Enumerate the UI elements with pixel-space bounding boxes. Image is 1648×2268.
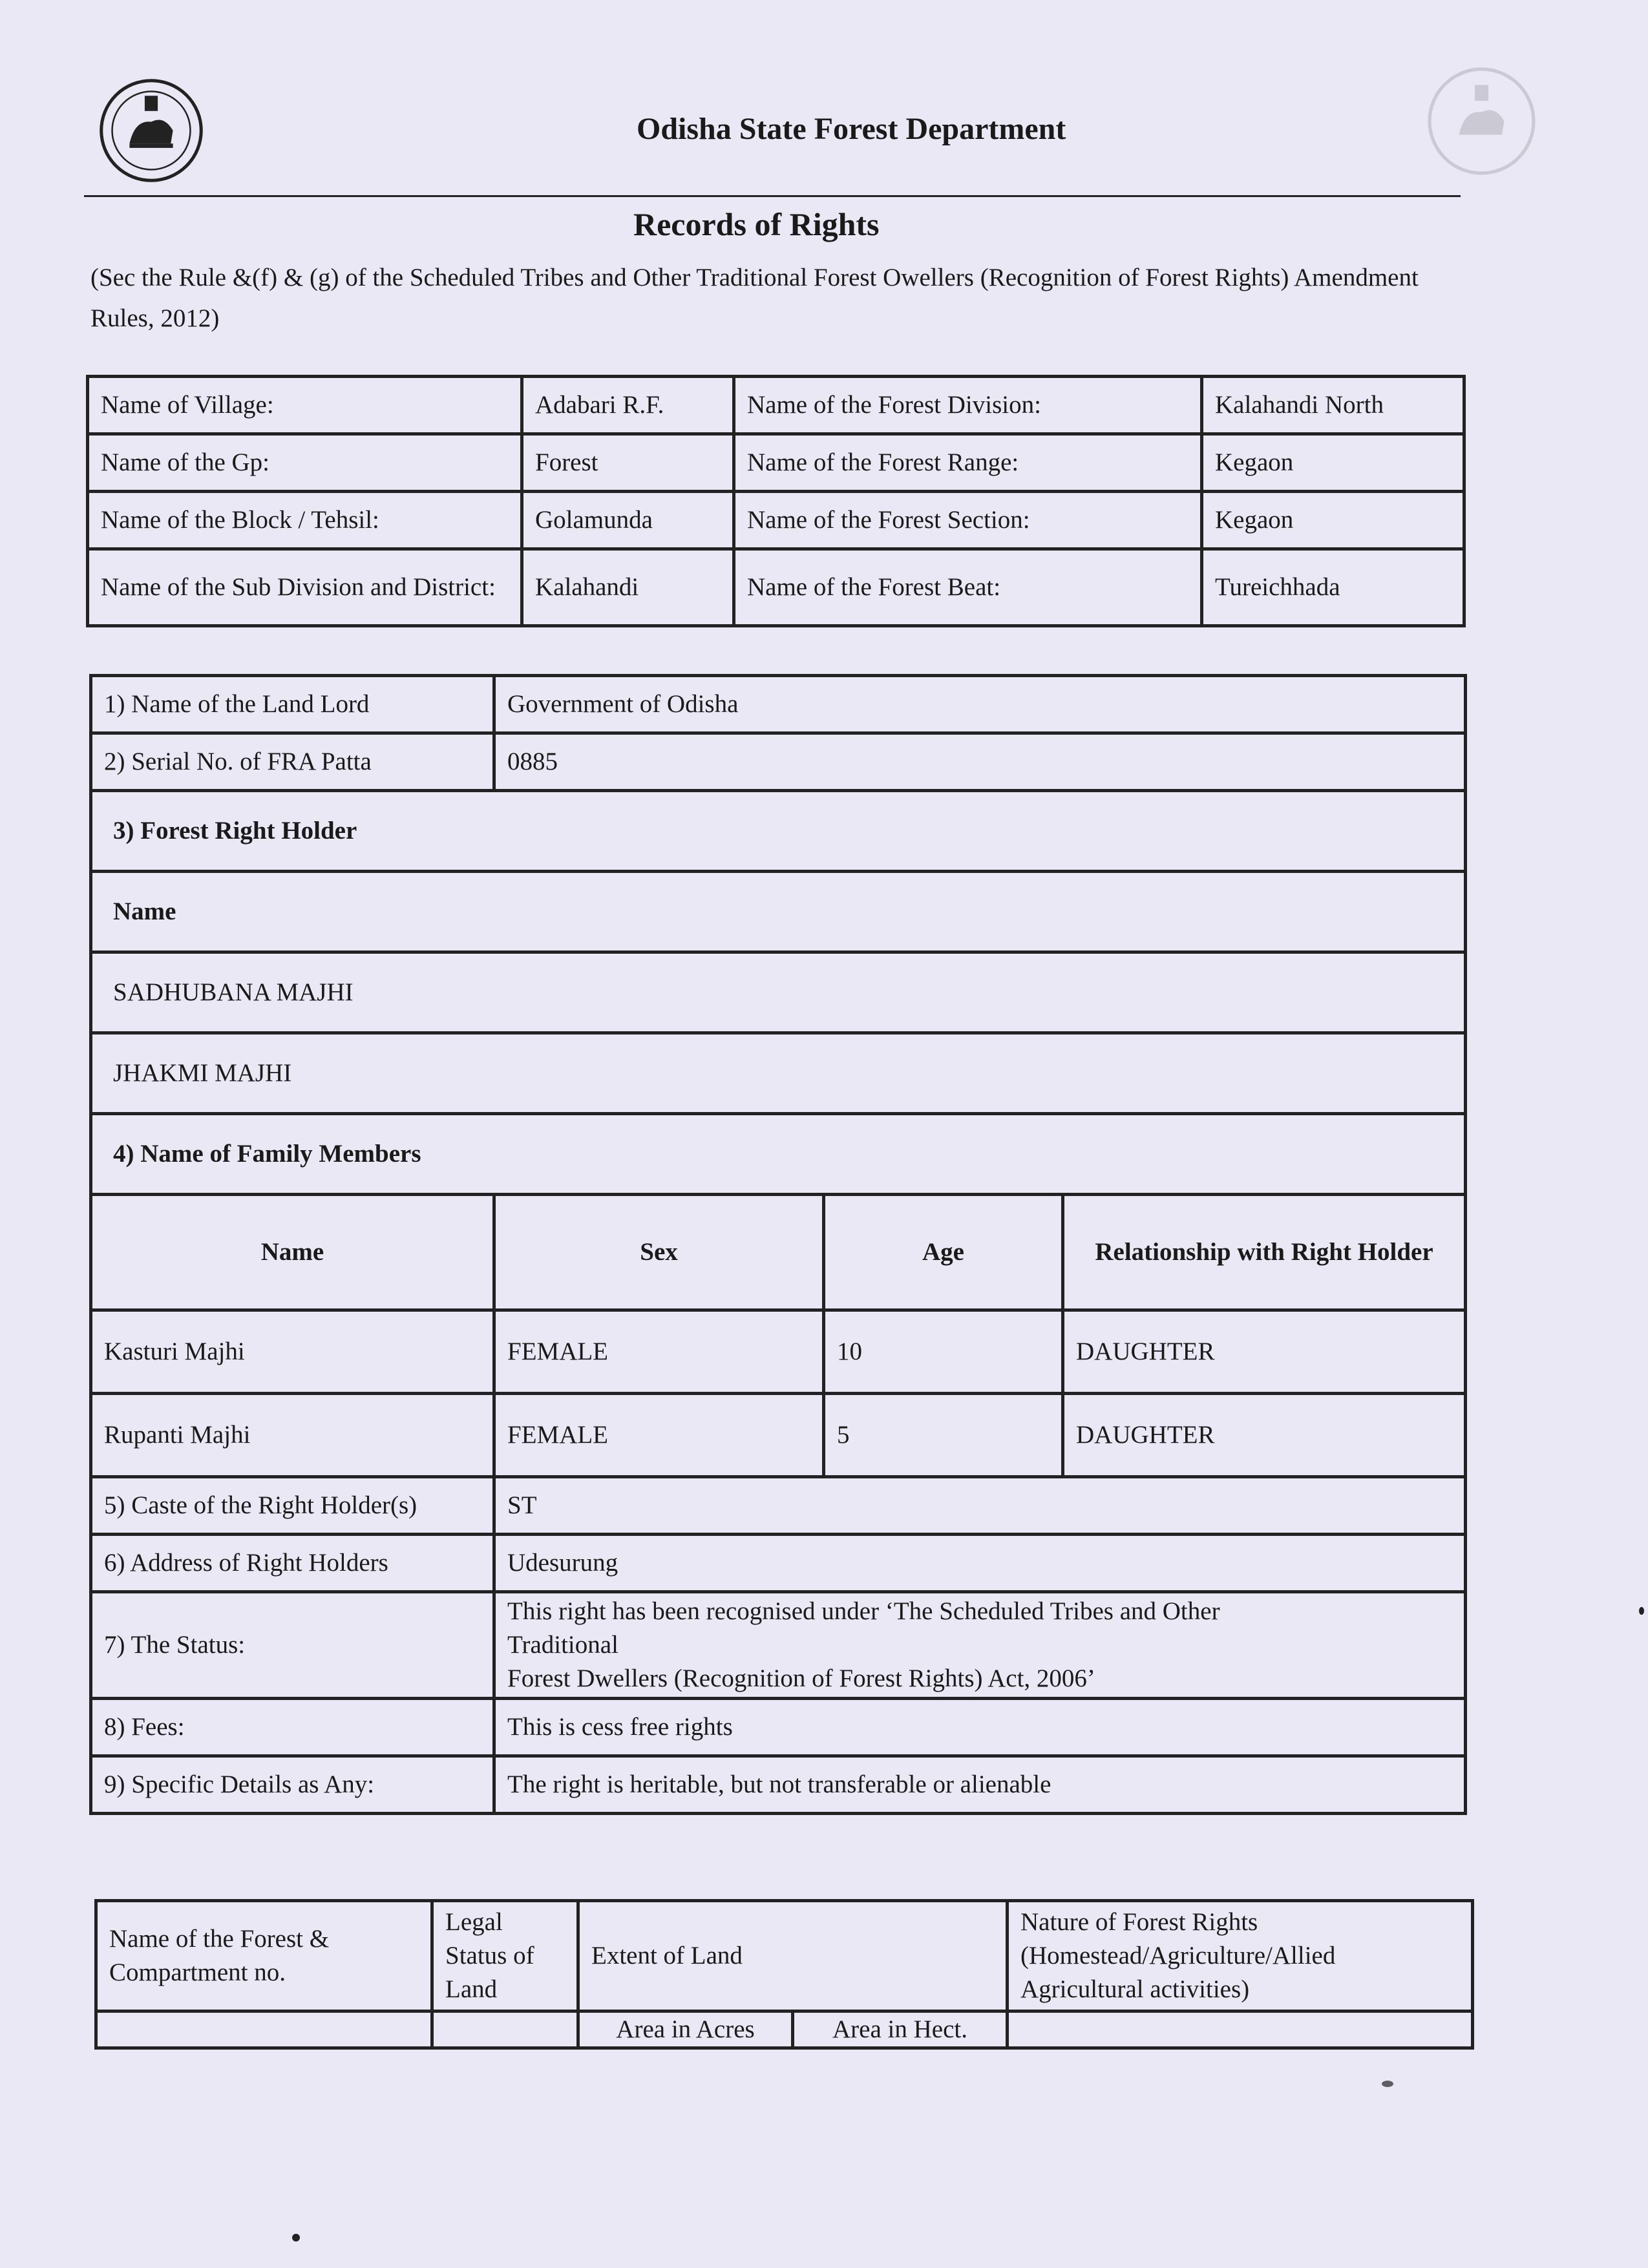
rule-reference: (Sec the Rule &(f) & (g) of the Scheduled Tribes and Other Traditional Forest Owellers (Recognition of Forest Rights) Amendment Rules, 2012)	[90, 264, 1419, 332]
village-label: Name of Village:	[88, 377, 522, 434]
member-sex: FEMALE	[494, 1394, 824, 1477]
holder-name: JHAKMI MAJHI	[91, 1033, 1466, 1114]
beat-value: Tureichhada	[1202, 549, 1464, 626]
member-age: 5	[824, 1394, 1063, 1477]
odisha-emblem-seal	[97, 76, 206, 185]
header-divider	[84, 195, 1461, 197]
range-value: Kegaon	[1202, 434, 1464, 492]
emblem-icon	[97, 76, 206, 185]
family-col-age: Age	[824, 1195, 1063, 1310]
specific-value: The right is heritable, but not transferable or alienable	[494, 1756, 1466, 1814]
col-legal-status: Legal Status of Land	[432, 1901, 578, 2011]
family-col-relationship: Relationship with Right Holder	[1063, 1195, 1466, 1310]
table-row	[88, 549, 1464, 626]
caste-label: 5) Caste of the Right Holder(s)	[91, 1477, 494, 1535]
table-row	[96, 2011, 1473, 2048]
status-line: This right has been recognised under ‘The Scheduled Tribes and Other	[507, 1597, 1220, 1625]
status-value	[494, 1592, 1466, 1699]
fees-value: This is cess free rights	[494, 1699, 1466, 1756]
member-name: Rupanti Majhi	[91, 1394, 494, 1477]
empty-cell	[1008, 2011, 1473, 2048]
family-col-name: Name	[91, 1195, 494, 1310]
table-row	[91, 733, 1466, 791]
table-row	[96, 1901, 1473, 2011]
status-line: Forest Dwellers (Recognition of Forest Rights) Act, 2006’	[507, 1664, 1095, 1692]
page-title: Records of Rights	[633, 206, 880, 242]
empty-cell	[96, 2011, 432, 2048]
table-row	[91, 952, 1466, 1033]
member-name: Kasturi Majhi	[91, 1310, 494, 1394]
holder-name: SADHUBANA MAJHI	[91, 952, 1466, 1033]
table-row	[91, 1310, 1466, 1394]
land-lord-value: Government of Odisha	[494, 676, 1466, 733]
subdivision-value: Kalahandi	[522, 549, 734, 626]
table-row	[91, 1699, 1466, 1756]
area-hect-label: Area in Hect.	[791, 2013, 1006, 2046]
table-row	[91, 676, 1466, 733]
member-sex: FEMALE	[494, 1310, 824, 1394]
status-label: 7) The Status:	[91, 1592, 494, 1699]
scan-speck	[292, 2234, 300, 2242]
section-value: Kegaon	[1202, 492, 1464, 549]
land-table	[94, 1899, 1474, 2050]
family-col-sex: Sex	[494, 1195, 824, 1310]
col-extent-of-land: Extent of Land	[578, 1901, 1008, 2011]
member-relation: DAUGHTER	[1063, 1394, 1466, 1477]
status-line: Traditional	[507, 1631, 618, 1659]
table-row	[91, 1477, 1466, 1535]
record-table	[89, 674, 1467, 1815]
range-label: Name of the Forest Range:	[734, 434, 1202, 492]
col-forest-compartment: Name of the Forest & Compartment no.	[96, 1901, 432, 2011]
table-row	[91, 1592, 1466, 1699]
village-value: Adabari R.F.	[522, 377, 734, 434]
table-row	[91, 1394, 1466, 1477]
emblem-icon	[1425, 65, 1538, 178]
extent-subheads	[578, 2011, 1008, 2048]
block-value: Golamunda	[522, 492, 734, 549]
location-table	[86, 375, 1466, 627]
table-row	[88, 434, 1464, 492]
table-row	[88, 377, 1464, 434]
table-row	[91, 1535, 1466, 1592]
address-label: 6) Address of Right Holders	[91, 1535, 494, 1592]
scan-speck	[1639, 1607, 1644, 1615]
scan-speck	[1382, 2081, 1393, 2087]
table-row	[91, 791, 1466, 872]
faded-emblem-seal	[1425, 65, 1538, 178]
table-row	[91, 1756, 1466, 1814]
col-nature-of-rights: Nature of Forest Rights (Homestead/Agriculture/Allied Agricultural activities)	[1008, 1901, 1473, 2011]
section-label: Name of the Forest Section:	[734, 492, 1202, 549]
division-value: Kalahandi North	[1202, 377, 1464, 434]
division-label: Name of the Forest Division:	[734, 377, 1202, 434]
table-row	[91, 1195, 1466, 1310]
land-lord-label: 1) Name of the Land Lord	[91, 676, 494, 733]
patta-label: 2) Serial No. of FRA Patta	[91, 733, 494, 791]
member-age: 10	[824, 1310, 1063, 1394]
holder-name-heading: Name	[91, 872, 1466, 952]
table-row	[91, 1114, 1466, 1195]
member-relation: DAUGHTER	[1063, 1310, 1466, 1394]
caste-value: ST	[494, 1477, 1466, 1535]
family-heading: 4) Name of Family Members	[91, 1114, 1466, 1195]
table-row	[91, 1033, 1466, 1114]
table-row	[91, 872, 1466, 952]
fees-label: 8) Fees:	[91, 1699, 494, 1756]
holder-heading: 3) Forest Right Holder	[91, 791, 1466, 872]
address-value: Udesurung	[494, 1535, 1466, 1592]
patta-value: 0885	[494, 733, 1466, 791]
specific-label: 9) Specific Details as Any:	[91, 1756, 494, 1814]
area-acres-label: Area in Acres	[616, 2015, 755, 2043]
department-title: Odisha State Forest Department	[637, 112, 1066, 146]
gp-label: Name of the Gp:	[88, 434, 522, 492]
subdivision-label: Name of the Sub Division and District:	[88, 549, 522, 626]
gp-value: Forest	[522, 434, 734, 492]
block-label: Name of the Block / Tehsil:	[88, 492, 522, 549]
beat-label: Name of the Forest Beat:	[734, 549, 1202, 626]
empty-cell	[432, 2011, 578, 2048]
table-row	[88, 492, 1464, 549]
